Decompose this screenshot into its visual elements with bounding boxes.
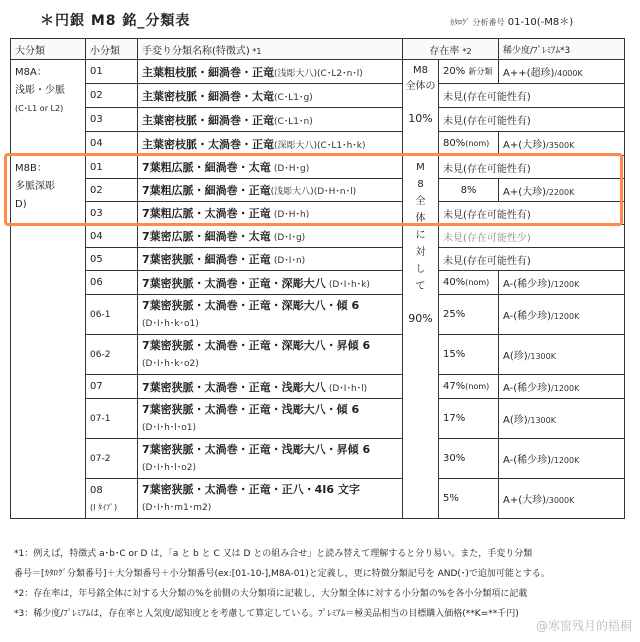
table-row bbox=[11, 271, 625, 295]
row-code: 07 bbox=[86, 375, 138, 399]
row-rate: 40%(nom) bbox=[439, 271, 499, 295]
row-rarity: A++(超珍)/4000K bbox=[499, 60, 625, 84]
row-code: 02 bbox=[86, 179, 138, 202]
row-name: 7葉密狭脈・太渦巻・正竜・正八・4I6 文字 (D･I･h･m1･m2) bbox=[138, 479, 403, 519]
row-rate: 未見(存在可能性有) bbox=[439, 108, 625, 132]
row-rarity: A+(大珍)/3500K bbox=[499, 132, 625, 156]
table-row bbox=[11, 225, 625, 248]
row-code: 07-2 bbox=[86, 439, 138, 479]
row-name: 主葉密枝脈・太渦巻・正竜(深彫大八)(C･L1･h･k) bbox=[138, 132, 403, 156]
footnote: *2：存在率は，年号銘全体に対する大分類の%を前側の大分類項に記載し，大分類全体に対する小分類の%を各小分類項に記載 bbox=[14, 589, 528, 599]
row-code: 03 bbox=[86, 202, 138, 225]
row-rate: 15% bbox=[439, 335, 499, 375]
row-rate: 25% bbox=[439, 295, 499, 335]
row-name: 主葉密枝脈・細渦巻・太竜(C･L1･g) bbox=[138, 84, 403, 108]
row-code: 05 bbox=[86, 248, 138, 271]
row-name: 7葉密狭脈・細渦巻・正竜 (D･I･n) bbox=[138, 248, 403, 271]
table-row bbox=[11, 399, 625, 439]
row-rate: 未見(存在可能性有) bbox=[439, 202, 625, 225]
table-row bbox=[11, 439, 625, 479]
footnote: *3：稀少度/ﾌﾟﾚﾐｱﾑは，存在率と人気度/認知度とを考慮して算定している。ﾌﾟﾚﾐｱﾑ＝極美品相当の目標購入価格(**K=**千円) bbox=[14, 609, 519, 619]
m8a-total-rate: M8 全体の 10% bbox=[403, 60, 439, 156]
row-code: 04 bbox=[86, 132, 138, 156]
row-name: 7葉密狭脈・太渦巻・正竜・深彫大八 (D･I･h･k) bbox=[138, 271, 403, 295]
group-m8a: M8A： 浅彫・少脈 (C･L1 or L2) bbox=[11, 60, 86, 156]
row-code: 08 (I ﾀｲﾌﾟ) bbox=[86, 479, 138, 519]
table-row bbox=[11, 375, 625, 399]
footnote: 番号＝[ｶﾀﾛｸﾞ分類番号]＋大分類番号＋小分類番号(ex:[01-10-],M8A-01)と定義し，更に特徴分類記号を AND(･)で追加可能とする。 bbox=[14, 569, 550, 579]
table-row bbox=[11, 132, 625, 156]
row-rate: 未見(存在可能性有) bbox=[439, 156, 625, 179]
row-rate: 8% bbox=[439, 179, 499, 202]
row-rate: 未見(存在可能性有) bbox=[439, 248, 625, 271]
row-rate: 17% bbox=[439, 399, 499, 439]
table-row bbox=[11, 335, 625, 375]
row-name: 主葉密枝脈・細渦巻・正竜(C･L1･n) bbox=[138, 108, 403, 132]
row-code: 04 bbox=[86, 225, 138, 248]
row-rarity: A-(稀少珍)/1200K bbox=[499, 439, 625, 479]
row-code: 02 bbox=[86, 84, 138, 108]
row-name: 7葉密狭脈・太渦巻・正竜・深彫大八・傾 6 (D･I･h･k･o1) bbox=[138, 295, 403, 335]
row-rarity: A-(稀少珍)/1200K bbox=[499, 295, 625, 335]
row-rarity: A+(大珍)/3000K bbox=[499, 479, 625, 519]
row-name: 7葉密狭脈・太渦巻・正竜・深彫大八・昇傾 6 (D･I･h･k･o2) bbox=[138, 335, 403, 375]
row-name: 7葉密広脈・細渦巻・太竜 (D･I･g) bbox=[138, 225, 403, 248]
m8b-total-rate: M8全体に対して 90% bbox=[403, 156, 439, 519]
row-name: 7葉密狭脈・太渦巻・正竜・浅彫大八・昇傾 6 (D･I･h･l･o2) bbox=[138, 439, 403, 479]
row-rate: 20% 新分類 bbox=[439, 60, 499, 84]
row-name: 7葉粗広脈・太渦巻・正竜 (D･H･h) bbox=[138, 202, 403, 225]
row-rarity: A-(稀少珍)/1200K bbox=[499, 375, 625, 399]
table-header-row bbox=[11, 39, 625, 60]
header-rate: 存在率 *2 bbox=[403, 39, 499, 60]
header-name: 手変り分類名称(特徴式) *1 bbox=[138, 39, 403, 60]
table-row bbox=[11, 156, 625, 179]
row-rarity: A-(稀少珍)/1200K bbox=[499, 271, 625, 295]
table-row bbox=[11, 295, 625, 335]
row-name: 主葉粗枝脈・細渦巻・正竜(浅彫大八)(C･L2･n･l) bbox=[138, 60, 403, 84]
row-rarity: A(珍)/1300K bbox=[499, 335, 625, 375]
row-rate: 30% bbox=[439, 439, 499, 479]
row-rate: 80%(nom) bbox=[439, 132, 499, 156]
row-name: 7葉粗広脈・細渦巻・正竜(浅彫大八)(D･H･n･l) bbox=[138, 179, 403, 202]
catalog-number bbox=[450, 13, 573, 28]
row-rate: 5% bbox=[439, 479, 499, 519]
table-row bbox=[11, 248, 625, 271]
row-rate: 未見(存在可能性少) bbox=[439, 225, 625, 248]
table-row bbox=[11, 179, 625, 202]
footnote: *1：例えば，特徴式 a･b･C or D は，「a と b と C 又は D との組み合せ」と読み替えて理解すると分り易い。また，手変り分類 bbox=[14, 549, 533, 559]
row-code: 01 bbox=[86, 156, 138, 179]
row-code: 01 bbox=[86, 60, 138, 84]
watermark: @寒窗残月的梧桐 bbox=[535, 619, 632, 633]
classification-table bbox=[10, 38, 625, 519]
row-code: 03 bbox=[86, 108, 138, 132]
page-title: ＊円銀 M8 銘_分類表 bbox=[40, 13, 191, 29]
table-row bbox=[11, 479, 625, 519]
table-row bbox=[11, 84, 625, 108]
row-code: 06 bbox=[86, 271, 138, 295]
header-major: 大分類 bbox=[11, 39, 86, 60]
row-code: 06-2 bbox=[86, 335, 138, 375]
row-rarity: A(珍)/1300K bbox=[499, 399, 625, 439]
row-name: 7葉密狭脈・太渦巻・正竜・浅彫大八 (D･I･h･l) bbox=[138, 375, 403, 399]
row-rate: 未見(存在可能性有) bbox=[439, 84, 625, 108]
table-row bbox=[11, 108, 625, 132]
row-name: 7葉粗広脈・細渦巻・太竜 (D･H･g) bbox=[138, 156, 403, 179]
header-rarity: 稀少度/ﾌﾟﾚﾐｱﾑ*3 bbox=[499, 39, 625, 60]
group-m8b: M8B： 多脈深彫 D) bbox=[11, 156, 86, 519]
row-code: 07-1 bbox=[86, 399, 138, 439]
table-row bbox=[11, 60, 625, 84]
row-rarity: A+(大珍)/2200K bbox=[499, 179, 625, 202]
row-rate: 47%(nom) bbox=[439, 375, 499, 399]
catalog-value: 01-10(-M8＊) bbox=[507, 17, 574, 28]
header-minor: 小分類 bbox=[86, 39, 138, 60]
row-code: 06-1 bbox=[86, 295, 138, 335]
table-row bbox=[11, 202, 625, 225]
catalog-label: ｶﾀﾛｸﾞ 分析番号 bbox=[450, 18, 505, 27]
footnotes bbox=[14, 544, 630, 624]
row-name: 7葉密狭脈・太渦巻・正竜・浅彫大八・傾 6 (D･I･h･l･o1) bbox=[138, 399, 403, 439]
